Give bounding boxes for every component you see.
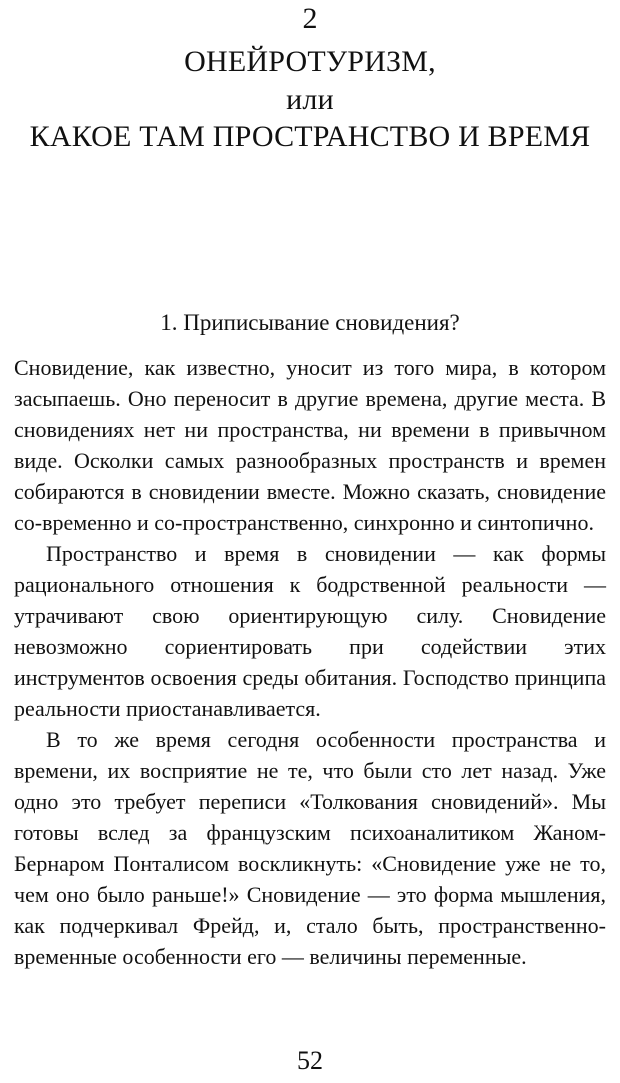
body-text — [14, 352, 606, 972]
paragraph-1: Сновидение, как известно, уносит из того мира, в котором засыпаешь. Оно переносит в другие времена, другие места. В сновидениях нет ни пространства, ни времени в привычном виде. Осколки самых разнообразных пространств и времен собираются в сновидении вместе. Можно сказать, сновидение со-временно и со-пространственно, синхронно и синтопично. — [14, 355, 606, 535]
chapter-title-line-2: или — [286, 83, 334, 116]
chapter-title-line-3: КАКОЕ ТАМ ПРОСТРАНСТВО И ВРЕМЯ — [29, 120, 591, 153]
chapter-title-line-1: ОНЕЙРОТУРИЗМ, — [184, 45, 436, 78]
paragraph-3: В то же время сегодня особенности пространства и времени, их восприятие не те, что были сто лет назад. Уже одно это требует переписи «Толкования сновидений». Мы готовы вслед за французским психоаналитиком Жаном-Бернаром Понталисом воскликнуть: «Сновидение уже не то, чем оно было раньше!» Сновидение — это форма мышления, как подчеркивал Фрейд, и, стало быть, пространственно-временные особенности его — величины переменные. — [14, 727, 606, 969]
page-number: 52 — [297, 1046, 323, 1075]
paragraph-2: Пространство и время в сновидении — как формы рационального отношения к бодрственной реальности — утрачивают свою ориентирующую силу. Сновидение невозможно сориентировать при содействии этих инструментов освоения среды обитания. Господство принципа реальности приостанавливается. — [14, 541, 606, 721]
section-heading: 1. Приписывание сновидения? — [160, 310, 460, 335]
chapter-number: 2 — [302, 2, 318, 35]
